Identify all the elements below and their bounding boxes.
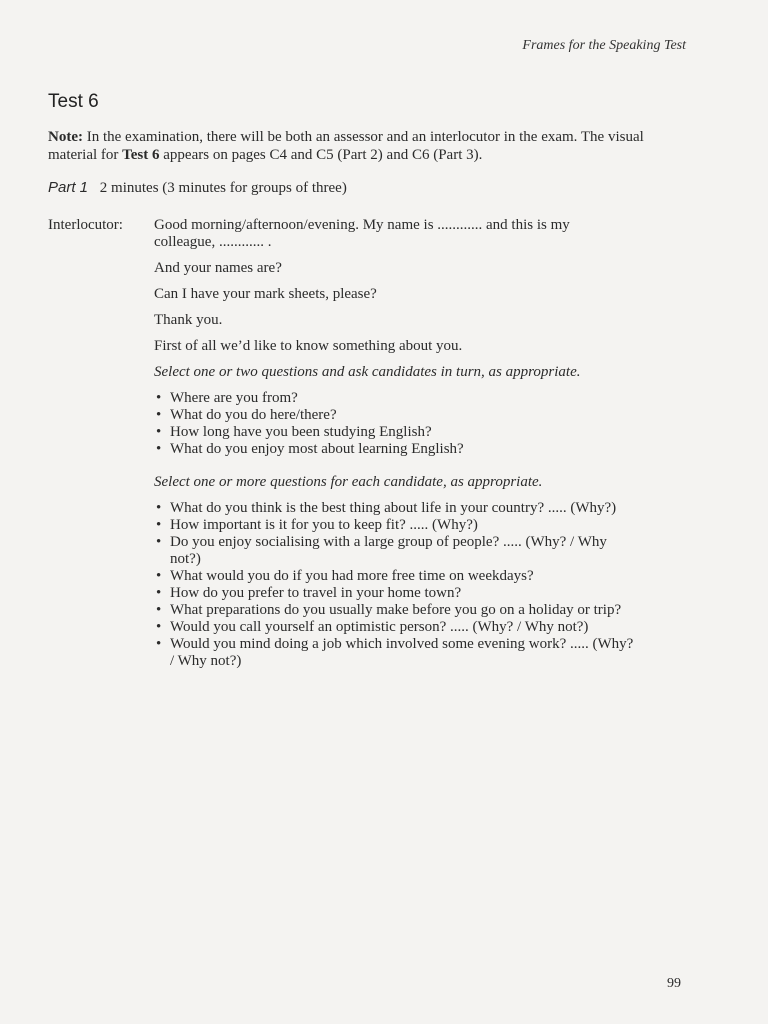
- list-item: • How long have you been studying English?: [154, 424, 634, 441]
- instruction-two: Select one or more questions for each candidate, as appropriate.: [154, 474, 543, 490]
- list-item: • Would you mind doing a job which involved some evening work? ..... (Why? / Why not?): [154, 636, 634, 670]
- part-heading: [48, 179, 347, 197]
- list-item: • Do you enjoy socialising with a large group of people? ..... (Why? / Why not?): [154, 534, 634, 568]
- interlocutor-label: Interlocutor:: [48, 217, 123, 233]
- running-header: Frames for the Speaking Test: [522, 38, 686, 53]
- page-number: 99: [667, 976, 681, 991]
- question-list-two: [154, 500, 634, 670]
- list-item: • What do you do here/there?: [154, 407, 634, 424]
- note-label: Note:: [48, 129, 83, 145]
- note-text-1: In the examination, there will be both an assessor and an interlocutor in the exam. The visual material for: [48, 129, 644, 163]
- note-test-ref: Test 6: [122, 147, 160, 163]
- part-label: Part 1: [48, 179, 89, 196]
- page-title: Test 6: [48, 91, 99, 112]
- names-question: And your names are?: [154, 260, 282, 276]
- mark-sheets-request: Can I have your mark sheets, please?: [154, 286, 377, 302]
- interlocutor-script: [154, 217, 634, 670]
- intro-line: First of all we’d like to know something about you.: [154, 338, 463, 354]
- list-item: • Would you call yourself an optimistic person? ..... (Why? / Why not?): [154, 619, 634, 636]
- list-item: • How do you prefer to travel in your home town?: [154, 585, 634, 602]
- list-item: • Where are you from?: [154, 390, 634, 407]
- list-item: • How important is it for you to keep fit? ..... (Why?): [154, 517, 634, 534]
- note-text-2: appears on pages C4 and C5 (Part 2) and C6 (Part 3).: [159, 147, 483, 163]
- part-duration: 2 minutes (3 minutes for groups of three): [99, 180, 347, 196]
- list-item: • What do you enjoy most about learning English?: [154, 441, 634, 458]
- exam-note: [48, 128, 688, 164]
- greeting-line: Good morning/afternoon/evening. My name is ............ and this is my colleague, ............ .: [154, 217, 570, 250]
- question-list-one: [154, 390, 634, 458]
- thank-you-line: Thank you.: [154, 312, 223, 328]
- list-item: • What preparations do you usually make before you go on a holiday or trip?: [154, 602, 634, 619]
- list-item: • What would you do if you had more free time on weekdays?: [154, 568, 634, 585]
- list-item: • What do you think is the best thing about life in your country? ..... (Why?): [154, 500, 634, 517]
- instruction-one: Select one or two questions and ask candidates in turn, as appropriate.: [154, 364, 581, 380]
